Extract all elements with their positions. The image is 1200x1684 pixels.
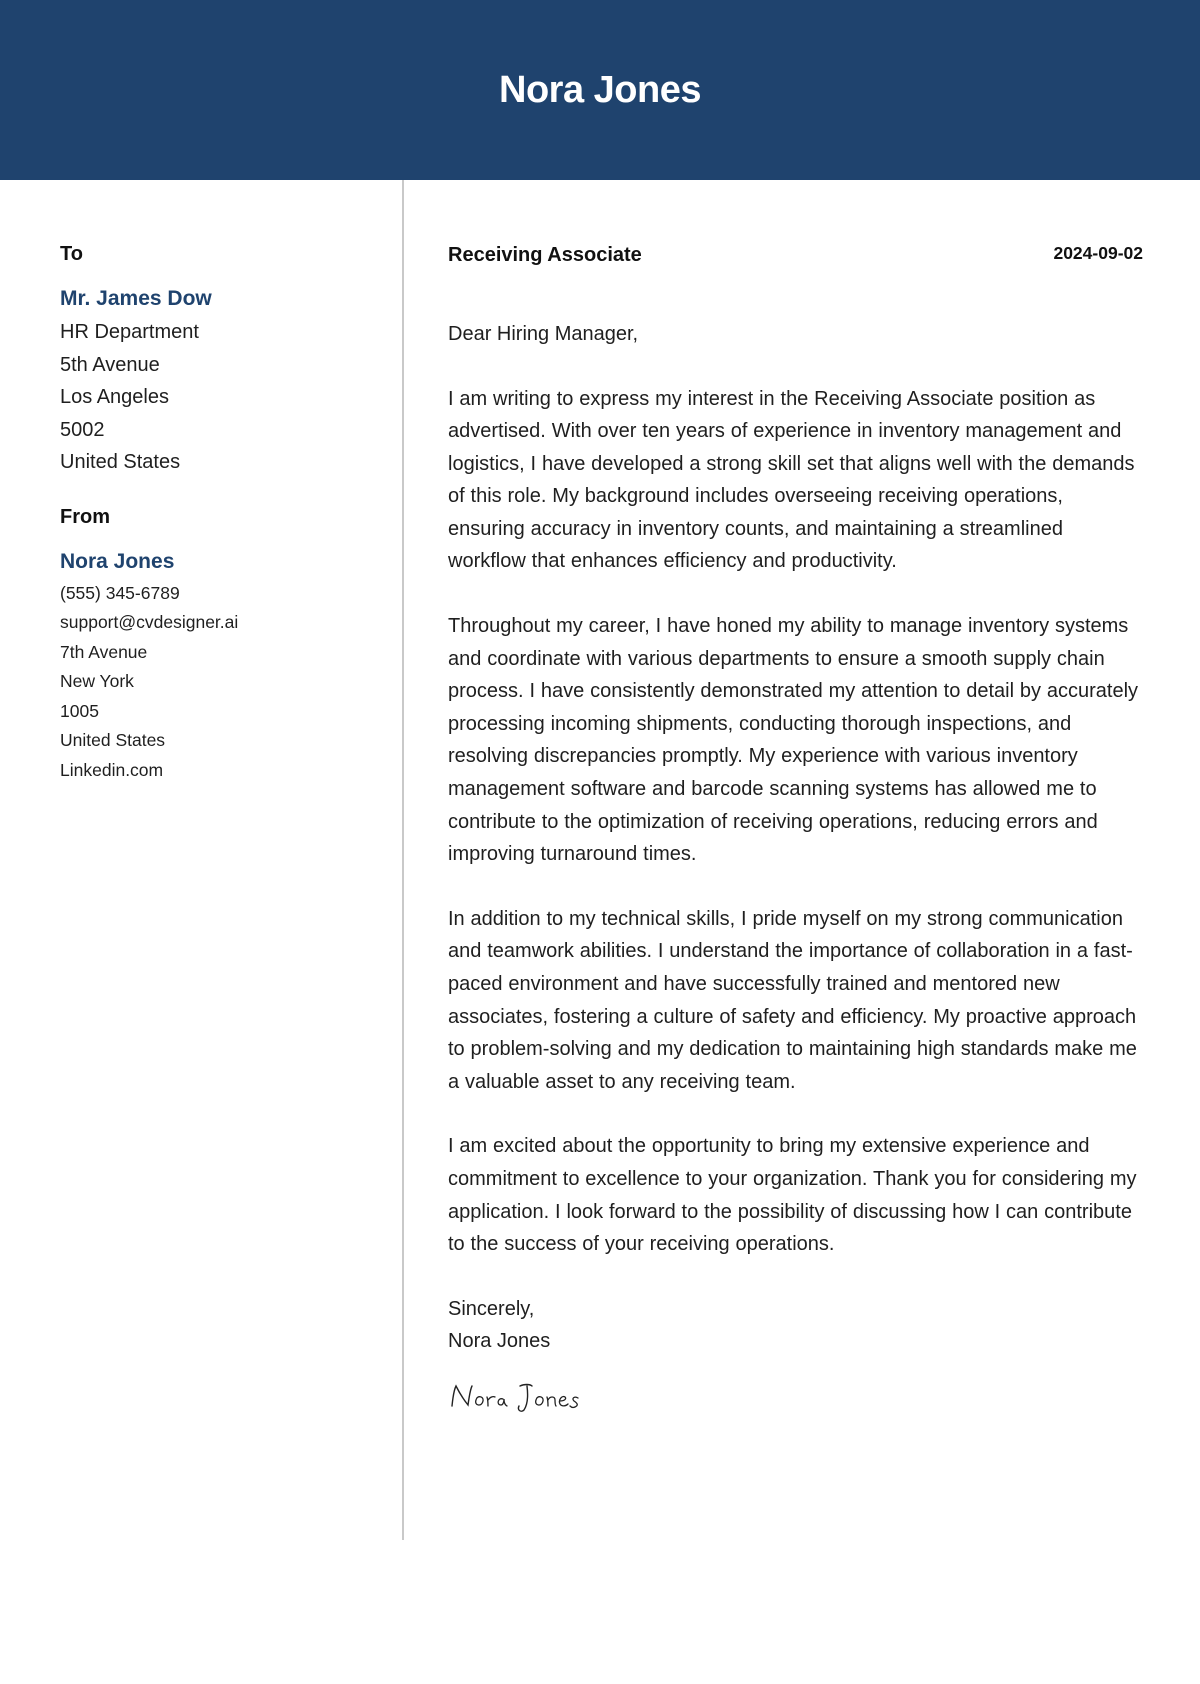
sender-name: Nora Jones [60, 549, 175, 573]
applicant-name-title: Nora Jones [499, 68, 701, 111]
letter-body [448, 240, 1143, 1421]
sender-block [60, 503, 380, 786]
recipient-country: United States [60, 451, 181, 473]
sender-zip: 1005 [60, 700, 99, 721]
handwritten-signature [448, 1376, 588, 1416]
column-divider [402, 180, 404, 1540]
salutation: Dear Hiring Manager, [448, 323, 639, 345]
paragraph-1: I am writing to express my interest in the Receiving Associate position as advertised. With over ten years of experience in inventory management and logistics, I have developed a strong skill set that aligns well with the demands of this role. My background includes overseeing receiving operations, ensuring accuracy in inventory counts, and maintaining a streamlined workflow that enhances efficiency and productivity. [448, 387, 1135, 573]
sender-heading: From [60, 505, 110, 528]
recipient-name: Mr. James Dow [60, 287, 212, 310]
letter-date: 2024-09-02 [1053, 243, 1143, 263]
sidebar [60, 240, 380, 785]
letter-header-row [448, 240, 1143, 280]
sender-city: New York [60, 671, 134, 691]
job-title: Receiving Associate [448, 244, 642, 266]
recipient-block [60, 240, 380, 479]
header-banner [0, 0, 1200, 180]
sender-street: 7th Avenue [60, 641, 148, 662]
recipient-department: HR Department [60, 321, 199, 343]
closing-block [448, 1293, 1143, 1358]
signoff-name: Nora Jones [448, 1330, 551, 1353]
recipient-zip: 5002 [60, 418, 105, 441]
recipient-heading: To [60, 243, 83, 265]
sender-email: support@cvdesigner.ai [60, 612, 239, 632]
paragraph-4: I am excited about the opportunity to bring my extensive experience and commitment to excellence to your organization. Thank you for considering my application. I look forward to the possibility of discussing how I can contribute to the success of your receiving operations. [448, 1135, 1137, 1256]
paragraph-3: In addition to my technical skills, I pride myself on my strong communication and teamwork abilities. I understand the importance of collaboration in a fast-paced environment and have successfully trained and mentored new associates, fostering a culture of safety and efficiency. My proactive approach to problem-solving and my dedication to maintaining high standards make me a valuable asset to any receiving team. [448, 907, 1137, 1093]
closing-phrase: Sincerely, [448, 1297, 535, 1320]
sender-country: United States [60, 730, 166, 750]
sender-phone: (555) 345-6789 [60, 582, 180, 603]
recipient-city: Los Angeles [60, 386, 169, 408]
paragraph-2: Throughout my career, I have honed my ability to manage inventory systems and coordinate with various departments to ensure a smooth supply chain process. I have consistently demonstrated my attention to detail by accurately processing incoming shipments, conducting thorough inspections, and resolving discrepancies promptly. My experience with various inventory management software and barcode scanning systems has allowed me to contribute to the optimization of receiving operations, reducing errors and improving turnaround times. [448, 615, 1139, 866]
recipient-street: 5th Avenue [60, 353, 160, 376]
sender-website: Linkedin.com [60, 759, 164, 780]
